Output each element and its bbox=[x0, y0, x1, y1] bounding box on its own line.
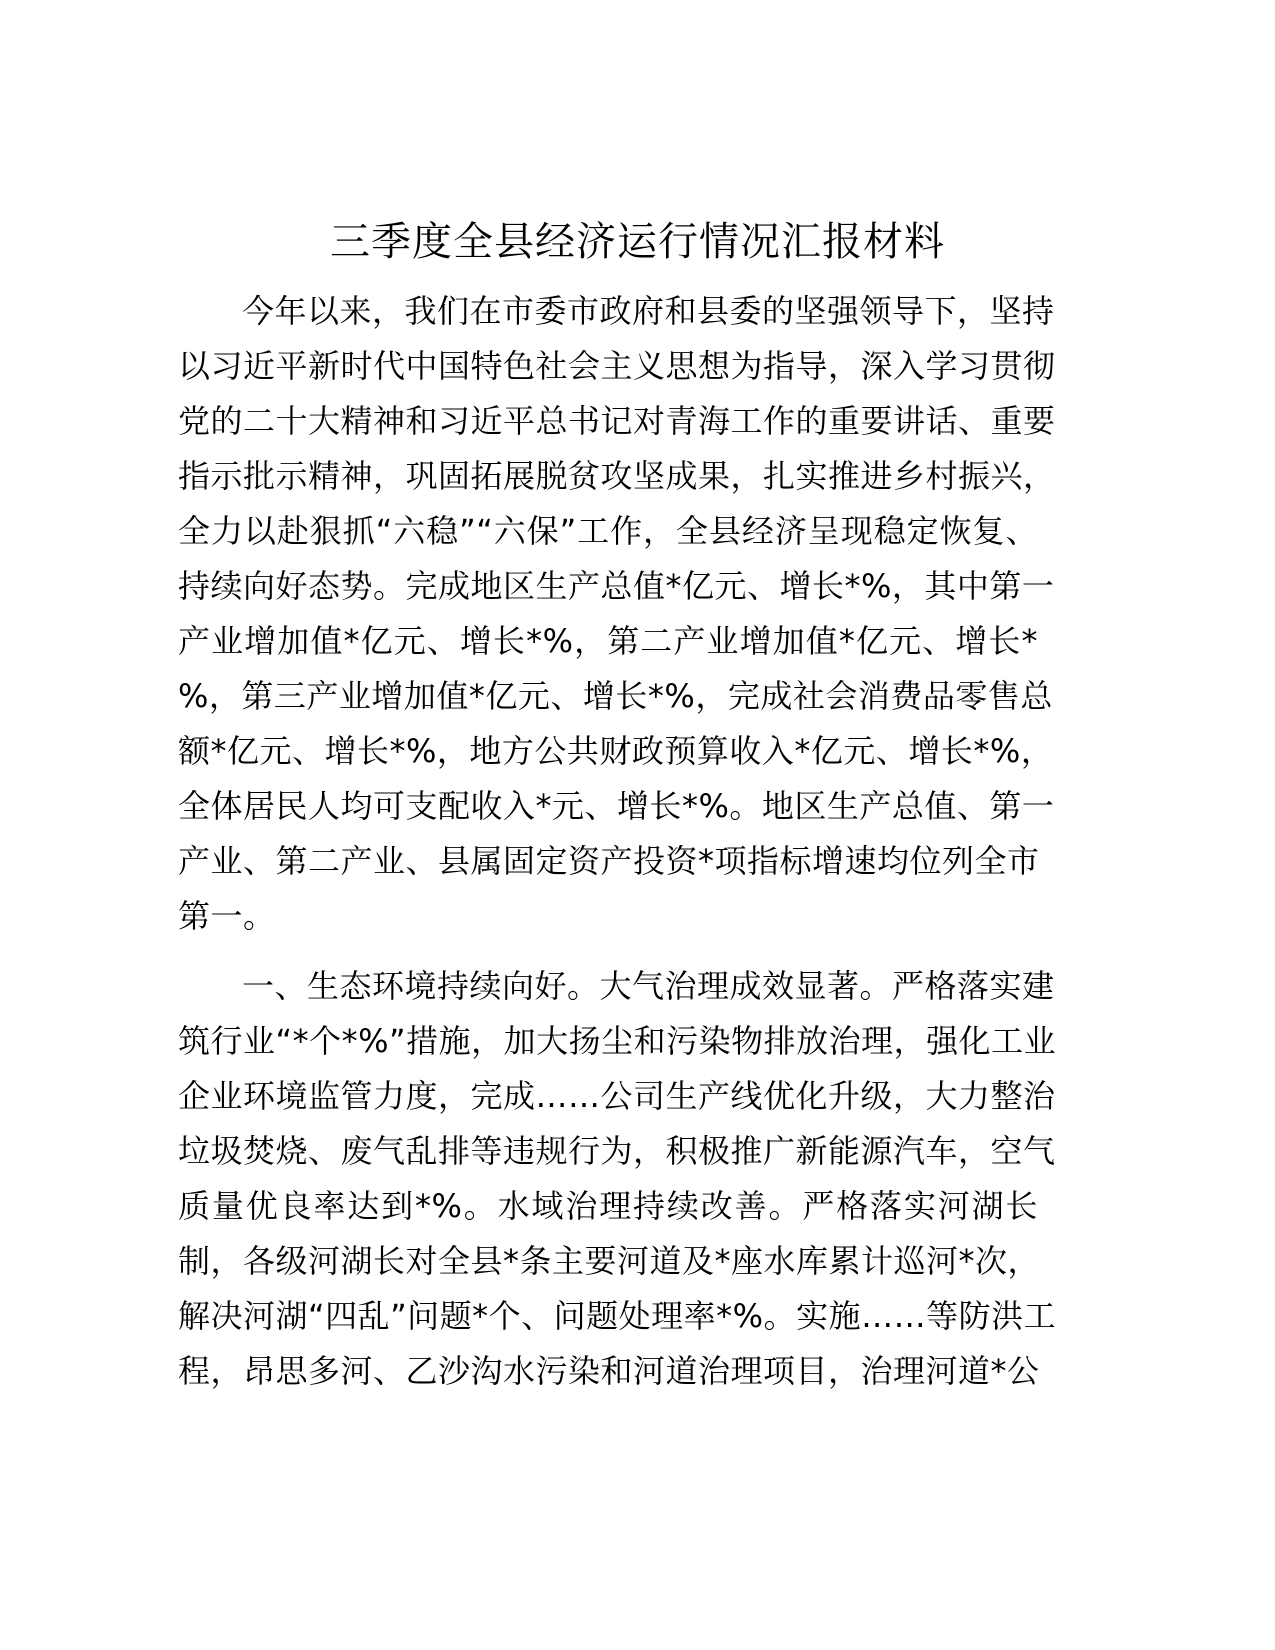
paragraph-line: 持续向好态势。完成地区生产总值*亿元、增长*%，其中第一 bbox=[178, 567, 1055, 605]
paragraph-line: 程，昂思多河、乙沙沟水污染和河道治理项目，治理河道*公 bbox=[178, 1352, 1040, 1390]
document-title: 三季度全县经济运行情况汇报材料 bbox=[330, 219, 945, 265]
paragraph-line: 以习近平新时代中国特色社会主义思想为指导，深入学习贯彻 bbox=[178, 347, 1056, 385]
paragraph-line: 筑行业“*个*%”措施，加大扬尘和污染物排放治理，强化工业 bbox=[178, 1022, 1057, 1060]
paragraph-line: 解决河湖“四乱”问题*个、问题处理率*%。实施……等防洪工 bbox=[178, 1297, 1057, 1335]
paragraph-line: 企业环境监管力度，完成……公司生产线优化升级，大力整治 bbox=[178, 1077, 1056, 1115]
paragraph-intro bbox=[178, 284, 1056, 944]
paragraph-line: 全力以赴狠抓“六稳”“六保”工作，全县经济呈现稳定恢复、 bbox=[178, 512, 1038, 550]
paragraph-line: 产业、第二产业、县属固定资产投资*项指标增速均位列全市 bbox=[178, 842, 1040, 880]
paragraph-line: 党的二十大精神和习近平总书记对青海工作的重要讲话、重要 bbox=[178, 402, 1056, 440]
paragraph-line: %，第三产业增加值*亿元、增长*%，完成社会消费品零售总 bbox=[178, 677, 1053, 715]
paragraph-line: 额*亿元、增长*%，地方公共财政预算收入*亿元、增长*%， bbox=[178, 732, 1054, 770]
paragraph-line: 质量优良率达到*%。水域治理持续改善。严格落实河湖长 bbox=[178, 1187, 1038, 1225]
paragraph-line: 制，各级河湖长对全县*条主要河道及*座水库累计巡河*次， bbox=[178, 1242, 1041, 1280]
paragraph-line: 指示批示精神，巩固拓展脱贫攻坚成果，扎实推进乡村振兴， bbox=[178, 457, 1056, 495]
paragraph-section-1 bbox=[178, 959, 1057, 1399]
paragraph-line: 垃圾焚烧、废气乱排等违规行为，积极推广新能源汽车，空气 bbox=[178, 1132, 1056, 1170]
paragraph-line: 产业增加值*亿元、增长*%，第二产业增加值*亿元、增长* bbox=[178, 622, 1038, 660]
paragraph-line: 第一。 bbox=[178, 897, 276, 935]
paragraph-line: 今年以来，我们在市委市政府和县委的坚强领导下，坚持 bbox=[242, 292, 1055, 330]
paragraph-line: 全体居民人均可支配收入*元、增长*%。地区生产总值、第一 bbox=[178, 787, 1055, 825]
section-heading-line: 一、生态环境持续向好。大气治理成效显著。严格落实建 bbox=[242, 967, 1055, 1005]
